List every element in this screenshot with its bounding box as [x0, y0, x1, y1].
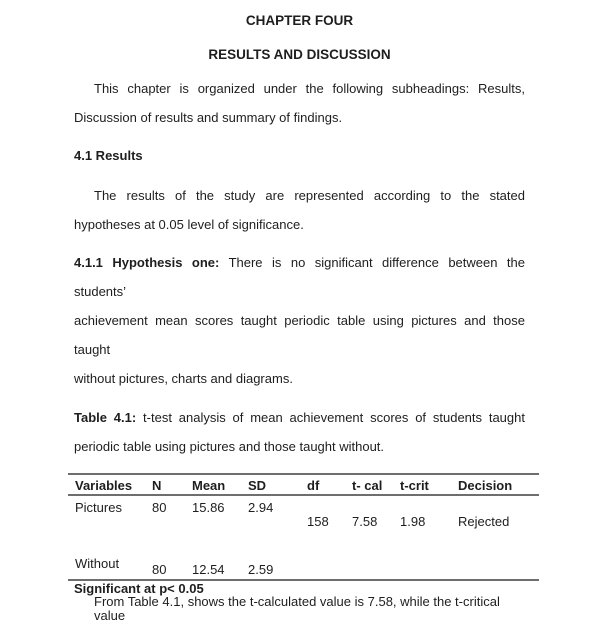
hypothesis-line-1: [74, 248, 525, 306]
hypothesis-line-2: achievement mean scores taught periodic table using pictures and those taught: [74, 313, 525, 357]
table-header-row: [68, 473, 539, 496]
results-paragraph: [74, 181, 525, 239]
document-page: [0, 12, 600, 623]
cell-pictures-n: 80: [152, 500, 167, 515]
cell-without-sd: 2.59: [248, 562, 274, 577]
table-caption-line-1: [74, 403, 525, 432]
results-heading: 4.1 Results: [74, 148, 143, 163]
table-header-tcrit: t-crit: [400, 478, 429, 493]
results-line-1: The results of the study are represented according to the stated: [94, 188, 525, 203]
intro-line-1: This chapter is organized under the following subheadings: Results,: [94, 81, 525, 96]
cell-without-mean: 12.54: [192, 562, 225, 577]
table-header-tcal: t- cal: [352, 478, 383, 493]
cell-pictures-sd: 2.94: [248, 500, 274, 515]
intro-line-2: Discussion of results and summary of findings.: [74, 110, 343, 125]
hypothesis-label: 4.1.1 Hypothesis one:: [74, 255, 220, 270]
intro-paragraph: [74, 74, 525, 132]
cell-shared-df: 158: [307, 514, 329, 529]
hypothesis-paragraph: [74, 248, 525, 393]
table-significance-note: Significant at p< 0.05: [74, 581, 204, 596]
table-caption-line-2: periodic table using pictures and those taught without.: [74, 439, 385, 454]
table-caption-line-1-text: t-test analysis of mean achievement scores of students taught: [143, 410, 525, 425]
cell-without-variable: Without: [75, 556, 120, 571]
hypothesis-line-1-text: There is no significant difference between the students’: [74, 255, 525, 299]
chapter-heading: CHAPTER FOUR: [245, 13, 354, 28]
cell-shared-decision: Rejected: [458, 514, 510, 529]
table-header-decision: Decision: [458, 478, 513, 493]
table-header-n: N: [152, 478, 162, 493]
table-header-variables: Variables: [75, 478, 133, 493]
section-heading: RESULTS AND DISCUSSION: [208, 47, 391, 62]
cell-pictures-mean: 15.86: [192, 500, 225, 515]
table-header-df: df: [307, 478, 320, 493]
results-line-2: hypotheses at 0.05 level of significance.: [74, 217, 304, 232]
document-content: [0, 12, 600, 623]
table-header-mean: Mean: [192, 478, 226, 493]
table-body: [68, 496, 539, 581]
cell-shared-tcal: 7.58: [352, 514, 378, 529]
table-caption: [74, 403, 525, 461]
cell-shared-tcrit: 1.98: [400, 514, 426, 529]
hypothesis-line-3: without pictures, charts and diagrams.: [74, 371, 293, 386]
cell-pictures-variable: Pictures: [75, 500, 122, 515]
cell-without-n: 80: [152, 562, 167, 577]
table-caption-label: Table 4.1:: [74, 410, 137, 425]
truncated-paragraph: [74, 595, 525, 623]
table-header-sd: SD: [248, 478, 267, 493]
results-table: [68, 473, 539, 581]
truncated-line: From Table 4.1, shows the t-calculated value is 7.58, while the t-critical value: [94, 594, 500, 623]
